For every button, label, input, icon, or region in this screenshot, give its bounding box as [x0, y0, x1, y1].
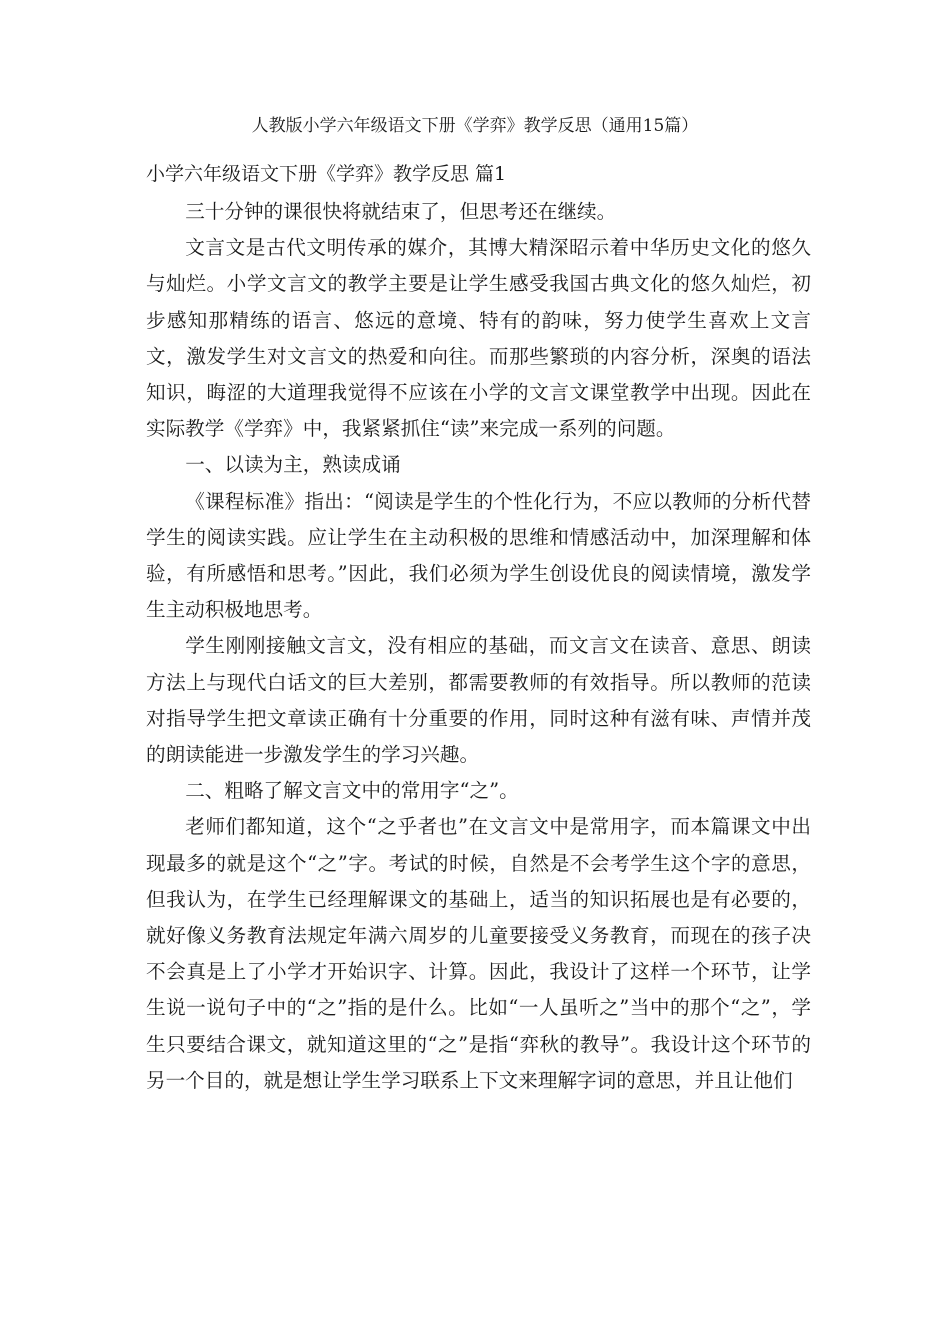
paragraph-opening: 三十分钟的课很快将就结束了，但思考还在继续。: [185, 200, 617, 223]
document-body: [146, 194, 811, 1099]
subheading-reading-focus: 一、以读为主，熟读成诵: [185, 453, 401, 477]
paragraph-classical-chinese: 文言文是古代文明传承的媒介，其博大精深昭示着中华历史文化的悠久与灿烂。小学文言文的教学主要是让学生感受我国古典文化的悠久灿烂，初步感知那精练的语言、悠远的意境、特有的韵味，努力使学生喜欢上文言文，激发学生对文言文的热爱和向往。而那些繁琐的内容分析，深奥的语法知识，晦涩的大道理我觉得不应该在小学的文言文课堂教学中出现。因此在实际教学《学弈》中，我紧紧抓住“读”来完成一系列的问题。: [146, 236, 811, 441]
document-title: 人教版小学六年级语文下册《学弈》教学反思（通用15篇）: [251, 116, 699, 136]
paragraph-model-reading: 学生刚刚接触文言文，没有相应的基础，而文言文在读音、意思、朗读方法上与现代白话文的巨大差别，都需要教师的有效指导。所以教师的范读对指导学生把文章读正确有十分重要的作用，同时这种有滋有味、声情并茂的朗读能进一步激发学生的学习兴趣。: [146, 634, 811, 767]
paragraph-curriculum-standard: 《课程标准》指出：“阅读是学生的个性化行为，不应以教师的分析代替学生的阅读实践。应让学生在主动积极的思维和情感活动中，加深理解和体验，有所感悟和思考。”因此，我们必须为学生创设优良的阅读情境，激发学生主动积极地思考。: [146, 489, 811, 622]
paragraph-zhi-explanation: 老师们都知道，这个“之乎者也”在文言文中是常用字，而本篇课文中出现最多的就是这个“之”字。考试的时候，自然是不会考学生这个字的意思，但我认为，在学生已经理解课文的基础上，适当的知识拓展也是有必要的，就好像义务教育法规定年满六周岁的儿童要接受义务教育，而现在的孩子决不会真是上了小学才开始识字、计算。因此，我设计了这样一个环节，让学生说一说句子中的“之”指的是什么。比如“一人虽听之”当中的那个“之”，学生只要结合课文，就知道这里的“之”是指“弈秋的教导”。我设计这个环节的另一个目的，就是想让学生学习联系上下文来理解字词的意思，并且让他们: [146, 815, 811, 1092]
subheading-zhi-character: 二、粗略了解文言文中的常用字“之”。: [185, 779, 519, 803]
section-heading: 小学六年级语文下册《学弈》教学反思 篇1: [146, 163, 507, 185]
